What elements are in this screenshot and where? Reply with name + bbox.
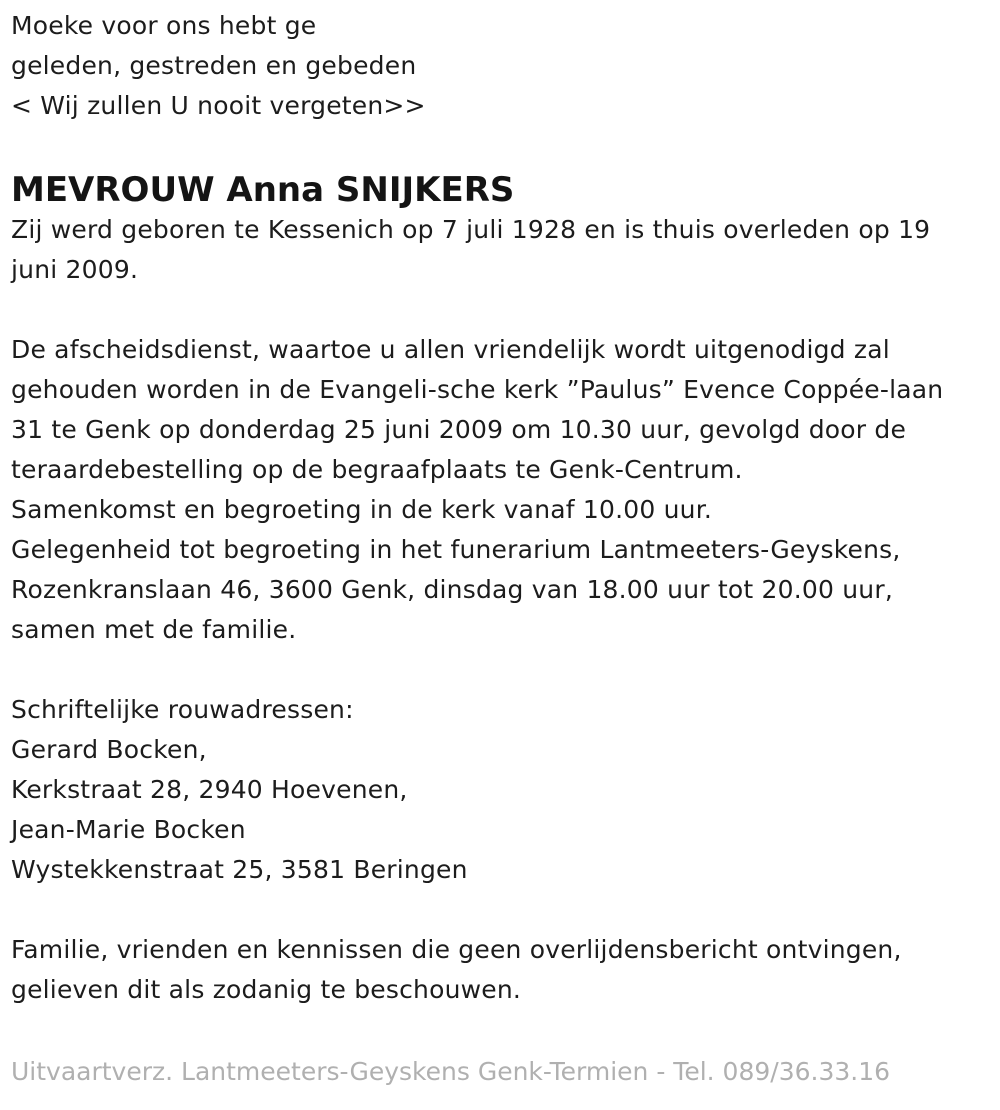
obituary-document — [11, 6, 986, 1010]
poem-line: Moeke voor ons hebt ge — [11, 11, 317, 40]
service-line: Gelegenheid tot begroeting in het funerarium Lantmeeters-Geyskens, — [11, 535, 901, 564]
address-line: Gerard Bocken, — [11, 735, 207, 764]
poem-line: geleden, gestreden en gebeden — [11, 51, 417, 80]
paragraph-spacer — [11, 290, 986, 330]
funeral-home-footer: Uitvaartverz. Lantmeeters-Geyskens Genk-Termien - Tel. 089/36.33.16 — [11, 1057, 891, 1086]
service-line: samen met de familie. — [11, 615, 297, 644]
addresses-block — [11, 690, 986, 890]
deceased-name: MEVROUW Anna SNIJKERS — [11, 170, 515, 210]
address-line: Jean-Marie Bocken — [11, 815, 246, 844]
service-line: teraardebestelling op de begraafplaats te Genk-Centrum. — [11, 455, 743, 484]
notice-block — [11, 930, 986, 1010]
address-line: Wystekkenstraat 25, 3581 Beringen — [11, 855, 468, 884]
service-block — [11, 330, 986, 650]
poem-line: < Wij zullen U nooit vergeten>> — [11, 91, 426, 120]
service-line: Rozenkranslaan 46, 3600 Genk, dinsdag van 18.00 uur tot 20.00 uur, — [11, 575, 893, 604]
birth-death-line: juni 2009. — [11, 255, 139, 284]
birth-death-block — [11, 210, 986, 290]
service-line: gehouden worden in de Evangeli-sche kerk ”Paulus” Evence Coppée-laan — [11, 375, 944, 404]
notice-line: gelieven dit als zodanig te beschouwen. — [11, 975, 522, 1004]
service-line: De afscheidsdienst, waartoe u allen vriendelijk wordt uitgenodigd zal — [11, 335, 890, 364]
address-line: Kerkstraat 28, 2940 Hoevenen, — [11, 775, 408, 804]
poem-block — [11, 6, 986, 126]
birth-death-line: Zij werd geboren te Kessenich op 7 juli 1928 en is thuis overleden op 19 — [11, 215, 931, 244]
addresses-heading: Schriftelijke rouwadressen: — [11, 695, 354, 724]
service-line: 31 te Genk op donderdag 25 juni 2009 om 10.30 uur, gevolgd door de — [11, 415, 907, 444]
notice-line: Familie, vrienden en kennissen die geen overlijdensbericht ontvingen, — [11, 935, 902, 964]
service-line: Samenkomst en begroeting in de kerk vanaf 10.00 uur. — [11, 495, 713, 524]
paragraph-spacer — [11, 890, 986, 930]
paragraph-spacer — [11, 650, 986, 690]
